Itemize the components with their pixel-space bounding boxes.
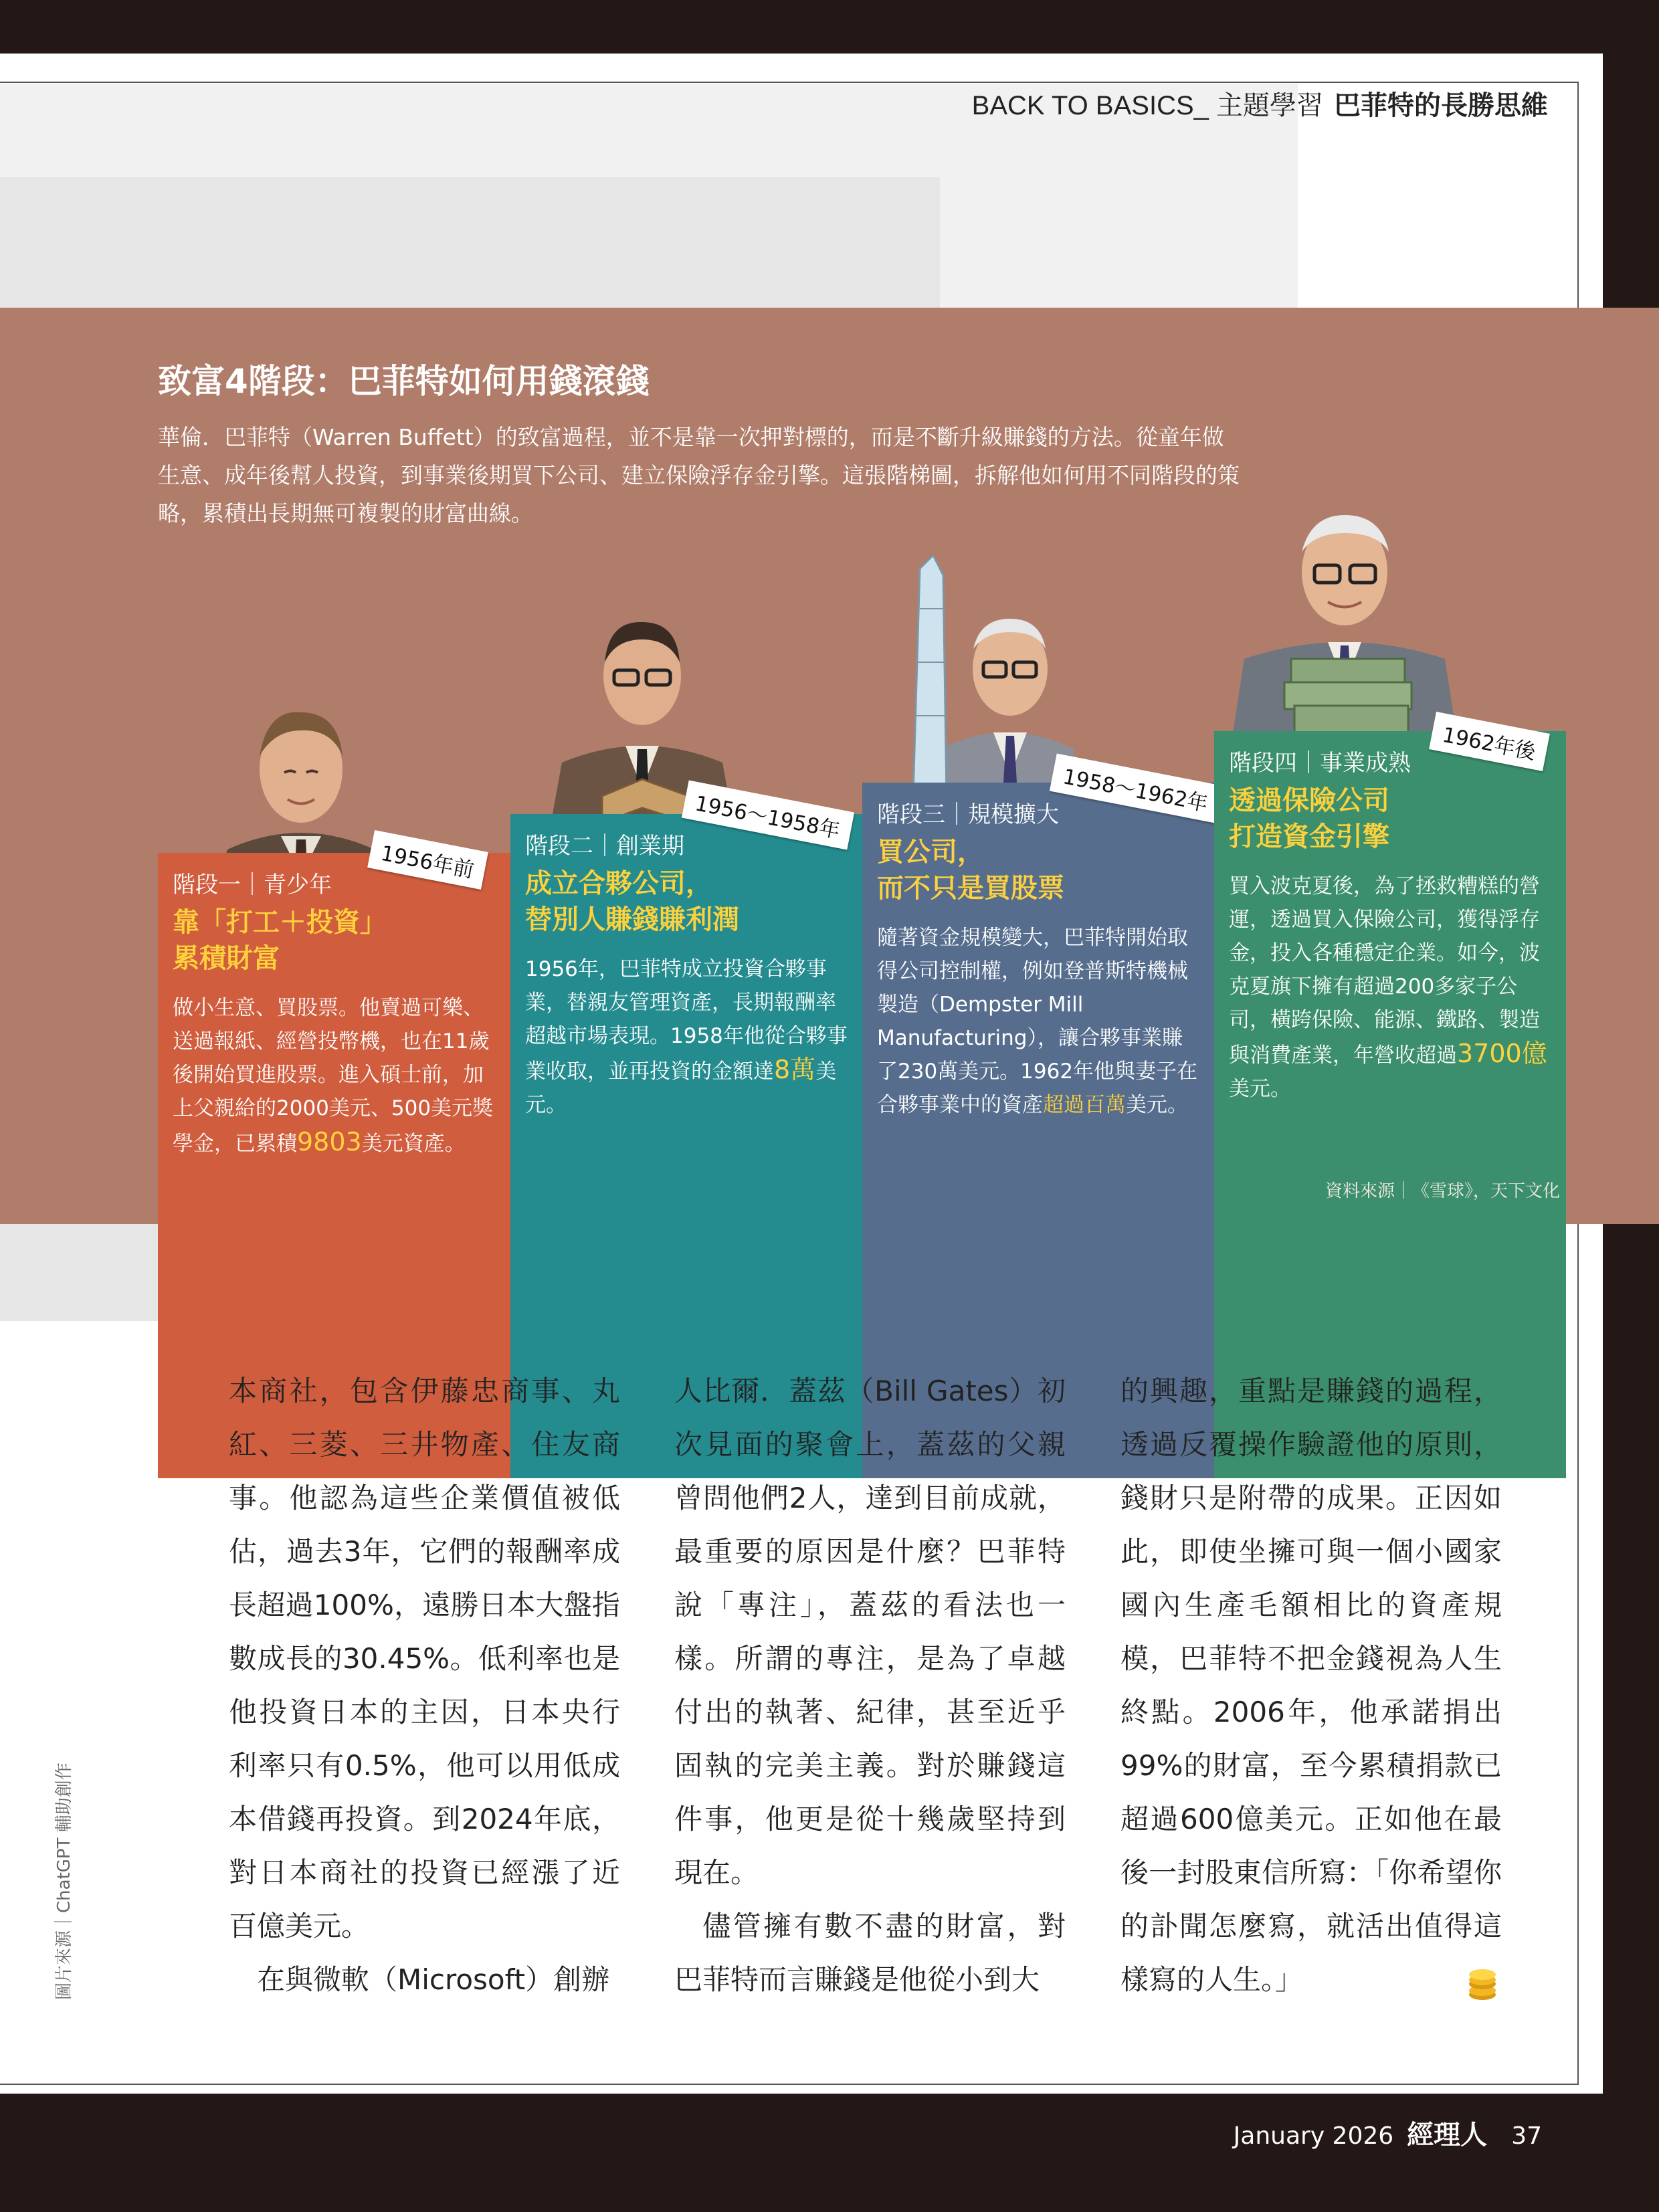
stage-highlight: 8萬 [774,1055,816,1084]
stage-highlight: 超過百萬 [1043,1093,1126,1117]
stage-heading: 透過保險公司 打造資金引擎 [1229,785,1389,852]
stage-highlight: 3700億 [1457,1039,1547,1068]
stage-heading: 成立合夥公司， 替別人賺錢賺利潤 [525,868,739,935]
stage-label: 階段四｜事業成熟 [1229,750,1411,777]
paragraph: 在與微軟（Microsoft）創辦 [257,1963,610,1996]
infographic-title: 致富4階段：巴菲特如何用錢滾錢 [158,362,650,401]
paragraph: 儘管擁有數不盡的財富，對巴菲特而言賺錢是他從小到大 [674,1910,1066,1996]
period-tag: 1956～1958年 [682,781,854,850]
infographic-panel [0,308,1659,1224]
article-column-3 [1120,1365,1502,2007]
stage-body: 做小生意、買股票。他賣過可樂、送過報紙、經營投幣機，也在11歲後開始買進股票。進入碩士前，加上父親給的2000美元、500美元獎學金，已累積9803美元資產。 [173,996,494,1157]
paragraph: 的興趣，重點是賺錢的過程，透過反覆操作驗證他的原則，錢財只是附帶的成果。正因如此，即使坐擁可與一個小國家國內生產毛額相比的資產規模，巴菲特不把金錢視為人生終點。2006年，他承諾捐出99%的財富，至今累積捐款已超過600億美元。正如他在最後一封股東信所寫：「你希望你的訃聞怎麼寫，就活出值得這樣寫的人生。」 [1120,1375,1502,1996]
stage-body: 1956年，巴菲特成立投資合夥事業，替親友管理資產，長期報酬率超越市場表現。1958年他從合夥事業收取，並再投資的金額達8萬美元。 [525,957,848,1117]
running-head [972,84,1548,122]
period-tag: 1962年後 [1429,712,1550,771]
stage-heading: 靠「打工＋投資」 累積財富 [173,907,387,974]
period-tag: 1956年前 [367,830,488,890]
stage-label: 階段三｜規模擴大 [877,801,1059,828]
paragraph: 本商社，包含伊藤忠商事、丸紅、三菱、三井物產、住友商事。他認為這些企業價值被低估，過去3年，它們的報酬率成長超過100%，遠勝日本大盤指數成長的30.45%。低利率也是他投資日本的主因，日本央行利率只有0.5%，他可以用低成本借錢再投資。到2024年底，對日本商社的投資已經漲了近百億美元。 [229,1375,620,1942]
topic-label: 巴菲特的長勝思維 [1334,91,1548,120]
portrait-money-icon [1217,478,1472,746]
article-column-2 [674,1365,1066,2007]
stage-body: 隨著資金規模變大，巴菲特開始取得公司控制權，例如登普斯特機械製造（Dempster Mill Manufacturing），讓合夥事業賺了230萬美元。1962年他與妻子在合夥事業中的資產超過百萬美元。 [877,926,1198,1117]
stage-label: 階段一｜青少年 [173,872,332,898]
infographic-intro: 華倫．巴菲特（Warren Buffett）的致富過程，並不是靠一次押對標的，而是不斷升級賺錢的方法。從童年做生意、成年後幫人投資，到事業後期買下公司、建立保險浮存金引擎。這張階梯圖，拆解他如何用不同階段的策略，累積出長期無可複製的財富曲線。 [158,424,1240,526]
page-number: 37 [1511,2122,1542,2150]
photo-credit: 圖片來源｜ChatGPT 輔助創作 [54,1763,74,2000]
stage-label: 階段二｜創業期 [525,833,684,860]
source-credit: 資料來源｜《雪球》，天下文化 [1325,1181,1560,1201]
issue-date: January 2026 [1233,2122,1394,2150]
coin-stack-icon [1468,1968,1497,2001]
stage-highlight: 9803 [297,1127,362,1157]
stage-body: 買入波克夏後，為了拯救糟糕的營運，透過買入保險公司，獲得浮存金，投入各種穩定企業。如今，波克夏旗下擁有超過200多家子公司，橫跨保險、能源、鐵路、製造與消費產業，年營收超過3700億美元。 [1229,874,1547,1101]
page-footer [1234,2114,1542,2152]
article-column-1 [229,1365,620,2007]
stage-heading: 買公司， 而不只是買股票 [877,837,1064,904]
section-label: BACK TO BASICS_ 主題學習 [971,91,1323,120]
magazine-name: 經理人 [1407,2120,1488,2150]
paragraph: 人比爾．蓋茲（Bill Gates）初次見面的聚會上，蓋茲的父親曾問他們2人，達到目前成就，最重要的原因是什麼？巴菲特說「專注」，蓋茲的看法也一樣。所謂的專注，是為了卓越付出的執著、紀律，甚至近乎固執的完美主義。對於賺錢這件事，他更是從十幾歲堅持到現在。 [674,1375,1066,1889]
period-tag: 1958～1962年 [1050,754,1222,823]
